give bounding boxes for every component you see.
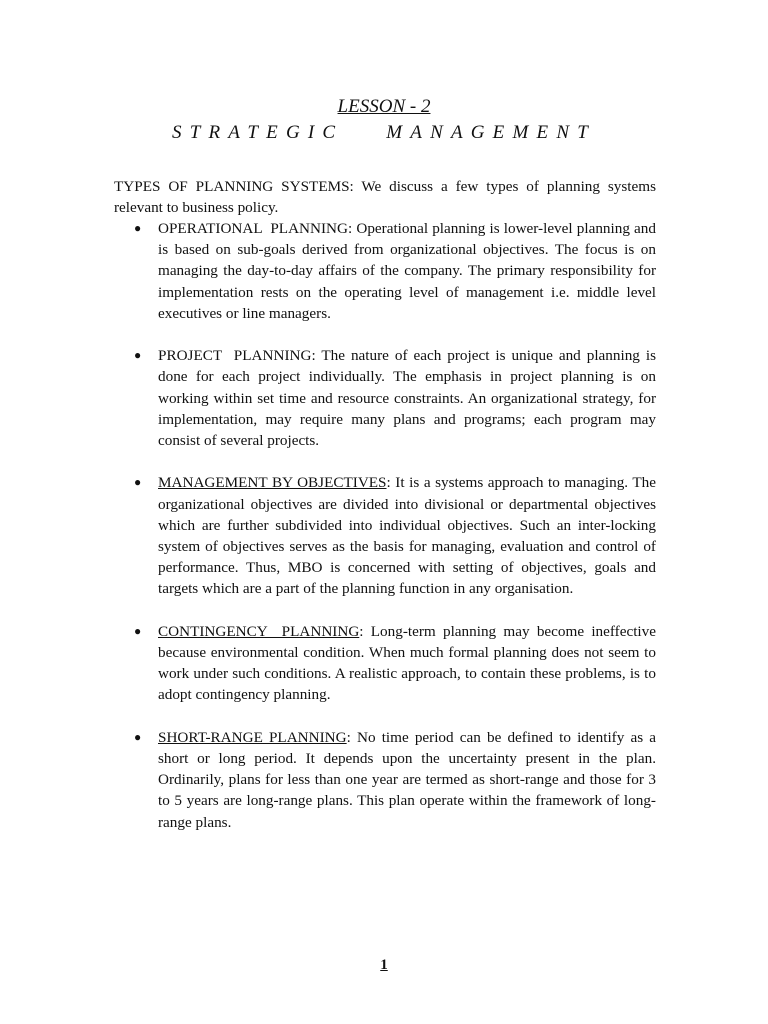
item-heading: SHORT-RANGE PLANNING (158, 728, 347, 746)
intro-paragraph: TYPES OF PLANNING SYSTEMS: We discuss a few types of planning systems relevant to business policy. (114, 178, 656, 217)
item-body: : The nature of each project is unique and planning is done for each project individually. The emphasis in project planning is on working within set time and resource constraints. An organizational strategy, for implementation, may require many plans and programs; each program may consist of several projects. (158, 347, 656, 450)
bullet-icon: ● (134, 729, 142, 744)
list-spacer (114, 324, 656, 345)
planning-types-list (114, 218, 656, 833)
item-heading: CONTINGENCY PLANNING (158, 622, 360, 640)
item-heading: OPERATIONAL PLANNING (158, 220, 348, 237)
list-spacer (114, 451, 656, 472)
item-body: : Operational planning is lower-level planning and is based on sub-goals derived from organizational objectives. The focus is on managing the day-to-day affairs of the company. The primary responsibility for implementation rests on the operating level of management i.e. middle level executives or line managers. (158, 220, 656, 322)
bullet-icon: ● (134, 221, 142, 235)
page-number: 1 (380, 957, 388, 973)
item-body: : It is a systems approach to managing. The organizational objectives are divided into divisional or departmental objectives which are further subdivided into individual objectives. Such an inter-locking system of objectives serves as the basis for managing, evaluation and control of performance. Thus, MBO is concerned with setting of objectives, goals and targets which are a part of the planning function in any organisation. (158, 474, 656, 598)
list-item-project (114, 345, 656, 451)
item-heading: PROJECT PLANNING (158, 347, 312, 365)
list-item-contingency (114, 621, 656, 706)
list-spacer (114, 600, 656, 621)
bullet-icon: ● (134, 475, 142, 490)
list-item-mbo (114, 472, 656, 599)
item-body: : Long-term planning may become ineffective because environmental condition. When much formal planning does not seem to work under such conditions. A realistic approach, to contain these problems, is to adopt contingency planning. (158, 622, 656, 704)
bullet-icon: ● (134, 348, 142, 363)
item-body: : No time period can be defined to identify as a short or long period. It depends upon the uncertainty present in the plan. Ordinarily, plans for less than one year are termed as short-range and those for 3 to 5 years are long-range plans. This plan operate within the framework of long-range plans. (158, 728, 656, 831)
lesson-label: LESSON - 2 (337, 96, 431, 117)
page-title: STRATEGIC MANAGEMENT (172, 122, 596, 143)
list-item-operational (114, 218, 656, 324)
list-item-short-range (114, 727, 656, 833)
bullet-icon: ● (134, 623, 142, 638)
item-heading: MANAGEMENT BY OBJECTIVES (158, 474, 387, 492)
list-spacer (114, 706, 656, 727)
